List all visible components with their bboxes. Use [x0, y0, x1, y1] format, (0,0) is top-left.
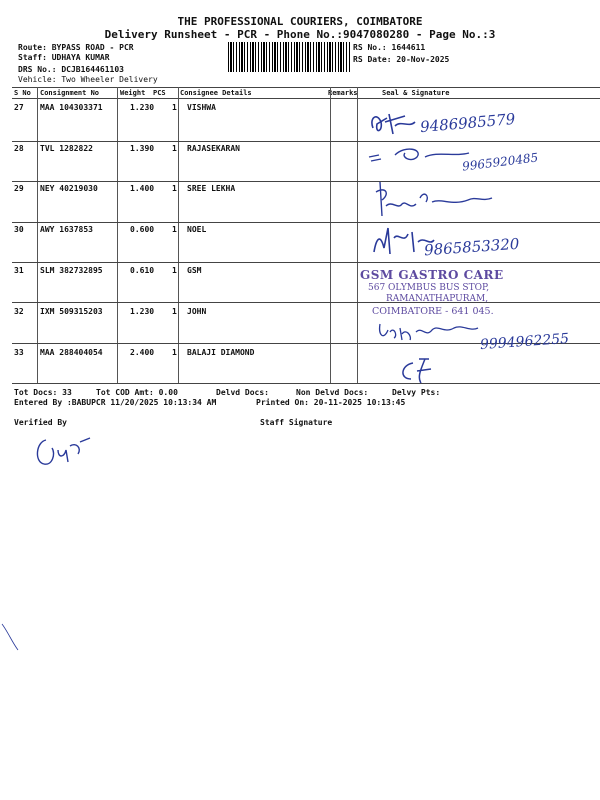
row-sno: 31 [14, 266, 24, 275]
row-sno: 27 [14, 103, 24, 112]
row-divider [12, 262, 600, 263]
row-divider [12, 141, 600, 142]
staff-signature-label: Staff Signature [260, 418, 333, 427]
signature-scribble [372, 178, 502, 228]
signature-scribble [365, 143, 475, 167]
row-pcs: 1 [172, 225, 177, 234]
verified-by-label: Verified By [14, 418, 67, 427]
col-header-pcs: PCS [153, 89, 166, 97]
row-consignee: GSM [187, 266, 202, 275]
row-sno: 33 [14, 348, 24, 357]
row-sno: 30 [14, 225, 24, 234]
table-bottom-border [12, 383, 600, 384]
stamp-line: 567 OLYMBUS BUS STOP, [368, 283, 490, 293]
rs-number: RS No.: 1644611 [353, 43, 426, 52]
signature-scribble [374, 318, 484, 344]
col-header-remarks: Remarks [328, 89, 358, 97]
row-consignee: NOEL [187, 225, 207, 234]
row-weight: 1.230 [130, 103, 155, 112]
row-pcs: 1 [172, 144, 177, 153]
col-divider [330, 87, 331, 383]
signature-scribble [395, 355, 445, 385]
total-cod: Tot COD Amt: 0.00 [96, 388, 178, 397]
row-weight: 1.390 [130, 144, 155, 153]
row-pcs: 1 [172, 266, 177, 275]
delivery-points: Delvy Pts: [392, 388, 441, 397]
row-consignment: NEY 40219030 [40, 184, 98, 193]
delivered-docs: Delvd Docs: [216, 388, 269, 397]
runsheet-subtitle: Delivery Runsheet - PCR - Phone No.:9047080280 - Page No.:3 [104, 28, 496, 41]
staff-label: Staff: UDHAYA KUMAR [18, 53, 110, 62]
stray-mark [0, 620, 30, 660]
drs-label: DRS No.: DCJB164461103 [18, 65, 124, 74]
row-consignee: SREE LEKHA [187, 184, 236, 193]
row-divider [12, 181, 600, 182]
total-docs: Tot Docs: 33 [14, 388, 72, 397]
row-consignee: BALAJI DIAMOND [187, 348, 255, 357]
row-consignment: MAA 288404054 [40, 348, 103, 357]
barcode [228, 42, 350, 72]
row-divider [12, 302, 600, 303]
row-weight: 1.230 [130, 307, 155, 316]
vehicle-label: Vehicle: Two Wheeler Delivery [18, 75, 158, 84]
row-consignment: TVL 1282822 [40, 144, 93, 153]
rs-date: RS Date: 20-Nov-2025 [353, 55, 450, 64]
company-title: THE PROFESSIONAL COURIERS, COIMBATORE [177, 15, 423, 28]
non-delivered-docs: Non Delvd Docs: [296, 388, 369, 397]
row-sno: 29 [14, 184, 24, 193]
entered-by: Entered By :BABUPCR 11/20/2025 10:13:34 AM [14, 398, 217, 407]
handwritten-phone: 9486985579 [419, 109, 517, 137]
printed-on: Printed On: 20-11-2025 10:13:45 [256, 398, 406, 407]
handwritten-phone: 9865853320 [423, 234, 520, 260]
col-divider [37, 87, 38, 383]
stamp-line: COIMBATORE - 641 045. [372, 306, 494, 317]
row-weight: 1.400 [130, 184, 155, 193]
verifier-signature [30, 432, 100, 472]
row-weight: 0.610 [130, 266, 155, 275]
row-weight: 0.600 [130, 225, 155, 234]
col-header-sno: S No [14, 89, 31, 97]
table-top-border [12, 87, 600, 88]
row-weight: 2.400 [130, 348, 155, 357]
row-consignment: AWY 1637853 [40, 225, 93, 234]
row-pcs: 1 [172, 348, 177, 357]
table-header-border [12, 98, 600, 99]
row-sno: 32 [14, 307, 24, 316]
row-consignee: JOHN [187, 307, 207, 316]
row-sno: 28 [14, 144, 24, 153]
handwritten-phone: 9994962255 [479, 330, 570, 354]
row-consignment: SLM 382732895 [40, 266, 103, 275]
handwritten-phone: 9965920485 [461, 150, 539, 174]
stamp-line: RAMANATHAPURAM, [386, 294, 489, 304]
col-header-consignment: Consignment No [40, 89, 100, 97]
row-pcs: 1 [172, 184, 177, 193]
col-header-weight: Weight [120, 89, 146, 97]
col-divider [357, 87, 358, 383]
stamp-line: GSM GASTRO CARE [360, 268, 504, 282]
row-divider [12, 222, 600, 223]
row-pcs: 1 [172, 103, 177, 112]
signature-scribble [365, 108, 425, 140]
row-consignment: MAA 104303371 [40, 103, 103, 112]
row-consignee: VISHWA [187, 103, 216, 112]
row-pcs: 1 [172, 307, 177, 316]
row-consignment: IXM 509315203 [40, 307, 103, 316]
col-header-seal: Seal & Signature [382, 89, 450, 97]
row-consignee: RAJASEKARAN [187, 144, 240, 153]
col-divider [178, 87, 179, 383]
col-header-consignee: Consignee Details [180, 89, 252, 97]
route-label: Route: BYPASS ROAD - PCR [18, 43, 134, 52]
col-divider [117, 87, 118, 383]
